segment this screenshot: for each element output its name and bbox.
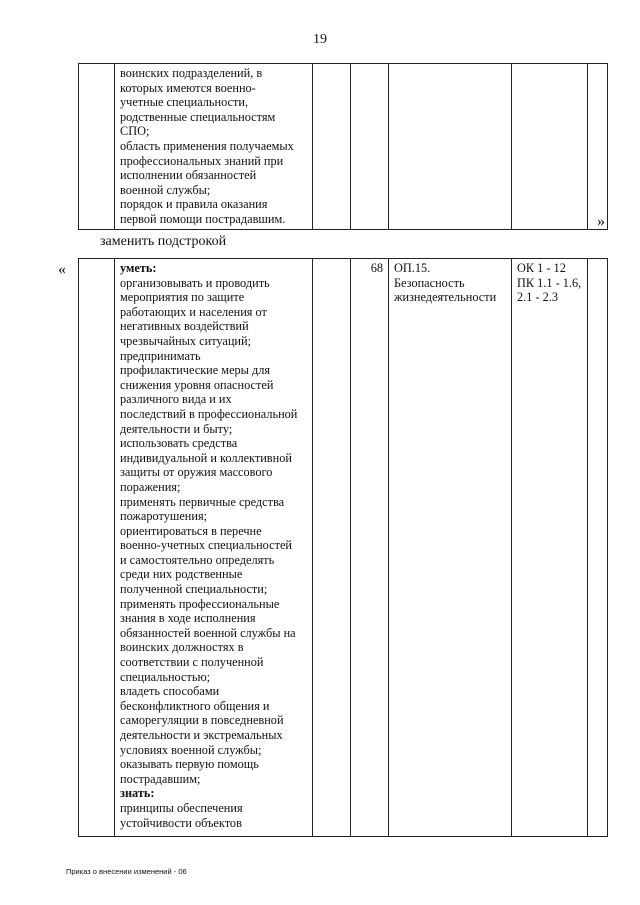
skills-text: организовывать и проводить мероприятия по защите работающих и населения от негативных воздействий чрезвычайных ситуаций; предпринимать профилактические меры для снижения уровня опасностей различного вида и их последствий в профессиональной деятельности и быту; использовать средства индивидуальной и коллективной защиты от оружия массового поражения; применять первичные средства пожаротушения; ориентироваться в перечне военно-учетных специальностей и самостоятельно определять среди них родственные полученной специальности; применять профессиональные знания в ходе исполнения обязанностей военной службы на воинских должностях в соответствии с полученной специальностью; владеть способами бесконфликтного общения и саморегуляции в повседневной деятельности и экстремальных условиях военной службы; оказывать первую помощь пострадавшим; <box>120 275 298 786</box>
knowledge-heading: знать: <box>120 786 155 801</box>
table-cell <box>512 64 588 230</box>
curriculum-table-fragment-bottom <box>78 258 608 837</box>
table-cell-hours <box>351 259 389 837</box>
table-cell <box>389 64 512 230</box>
table-cell-discipline <box>389 259 512 837</box>
table-cell-competencies <box>512 259 588 837</box>
table-cell-description <box>115 64 313 230</box>
table-cell <box>588 64 608 230</box>
table-cell <box>313 259 351 837</box>
table-cell <box>351 64 389 230</box>
table-row <box>79 64 608 230</box>
table-row <box>79 259 608 837</box>
knowledge-text: принципы обеспечения устойчивости объектов <box>120 800 243 830</box>
discipline-text: ОП.15. Безопасность жизнедеятельности <box>394 261 497 305</box>
description-text: воинских подразделений, в которых имеются военно- учетные специальности, родственные специальностям СПО; область применения получаемых профессиональных знаний при исполнении обязанностей военной службы; порядок и правила оказания первой помощи пострадавшим. <box>120 66 294 226</box>
skills-heading: уметь: <box>120 261 157 275</box>
table-cell <box>313 64 351 230</box>
open-quote: « <box>58 261 66 278</box>
table-cell <box>79 259 115 837</box>
footer-note: Приказ о внесении изменений - 06 <box>66 867 187 876</box>
replace-instruction: заменить подстрокой <box>100 234 227 249</box>
table-cell-description <box>115 259 313 837</box>
table-cell <box>588 259 608 837</box>
page-number: 19 <box>313 32 327 47</box>
table-cell <box>79 64 115 230</box>
curriculum-table-fragment-top <box>78 63 608 230</box>
hours-value: 68 <box>370 261 383 275</box>
close-quote: » <box>597 213 605 230</box>
competencies-text: ОК 1 - 12 ПК 1.1 - 1.6, 2.1 - 2.3 <box>517 261 582 305</box>
